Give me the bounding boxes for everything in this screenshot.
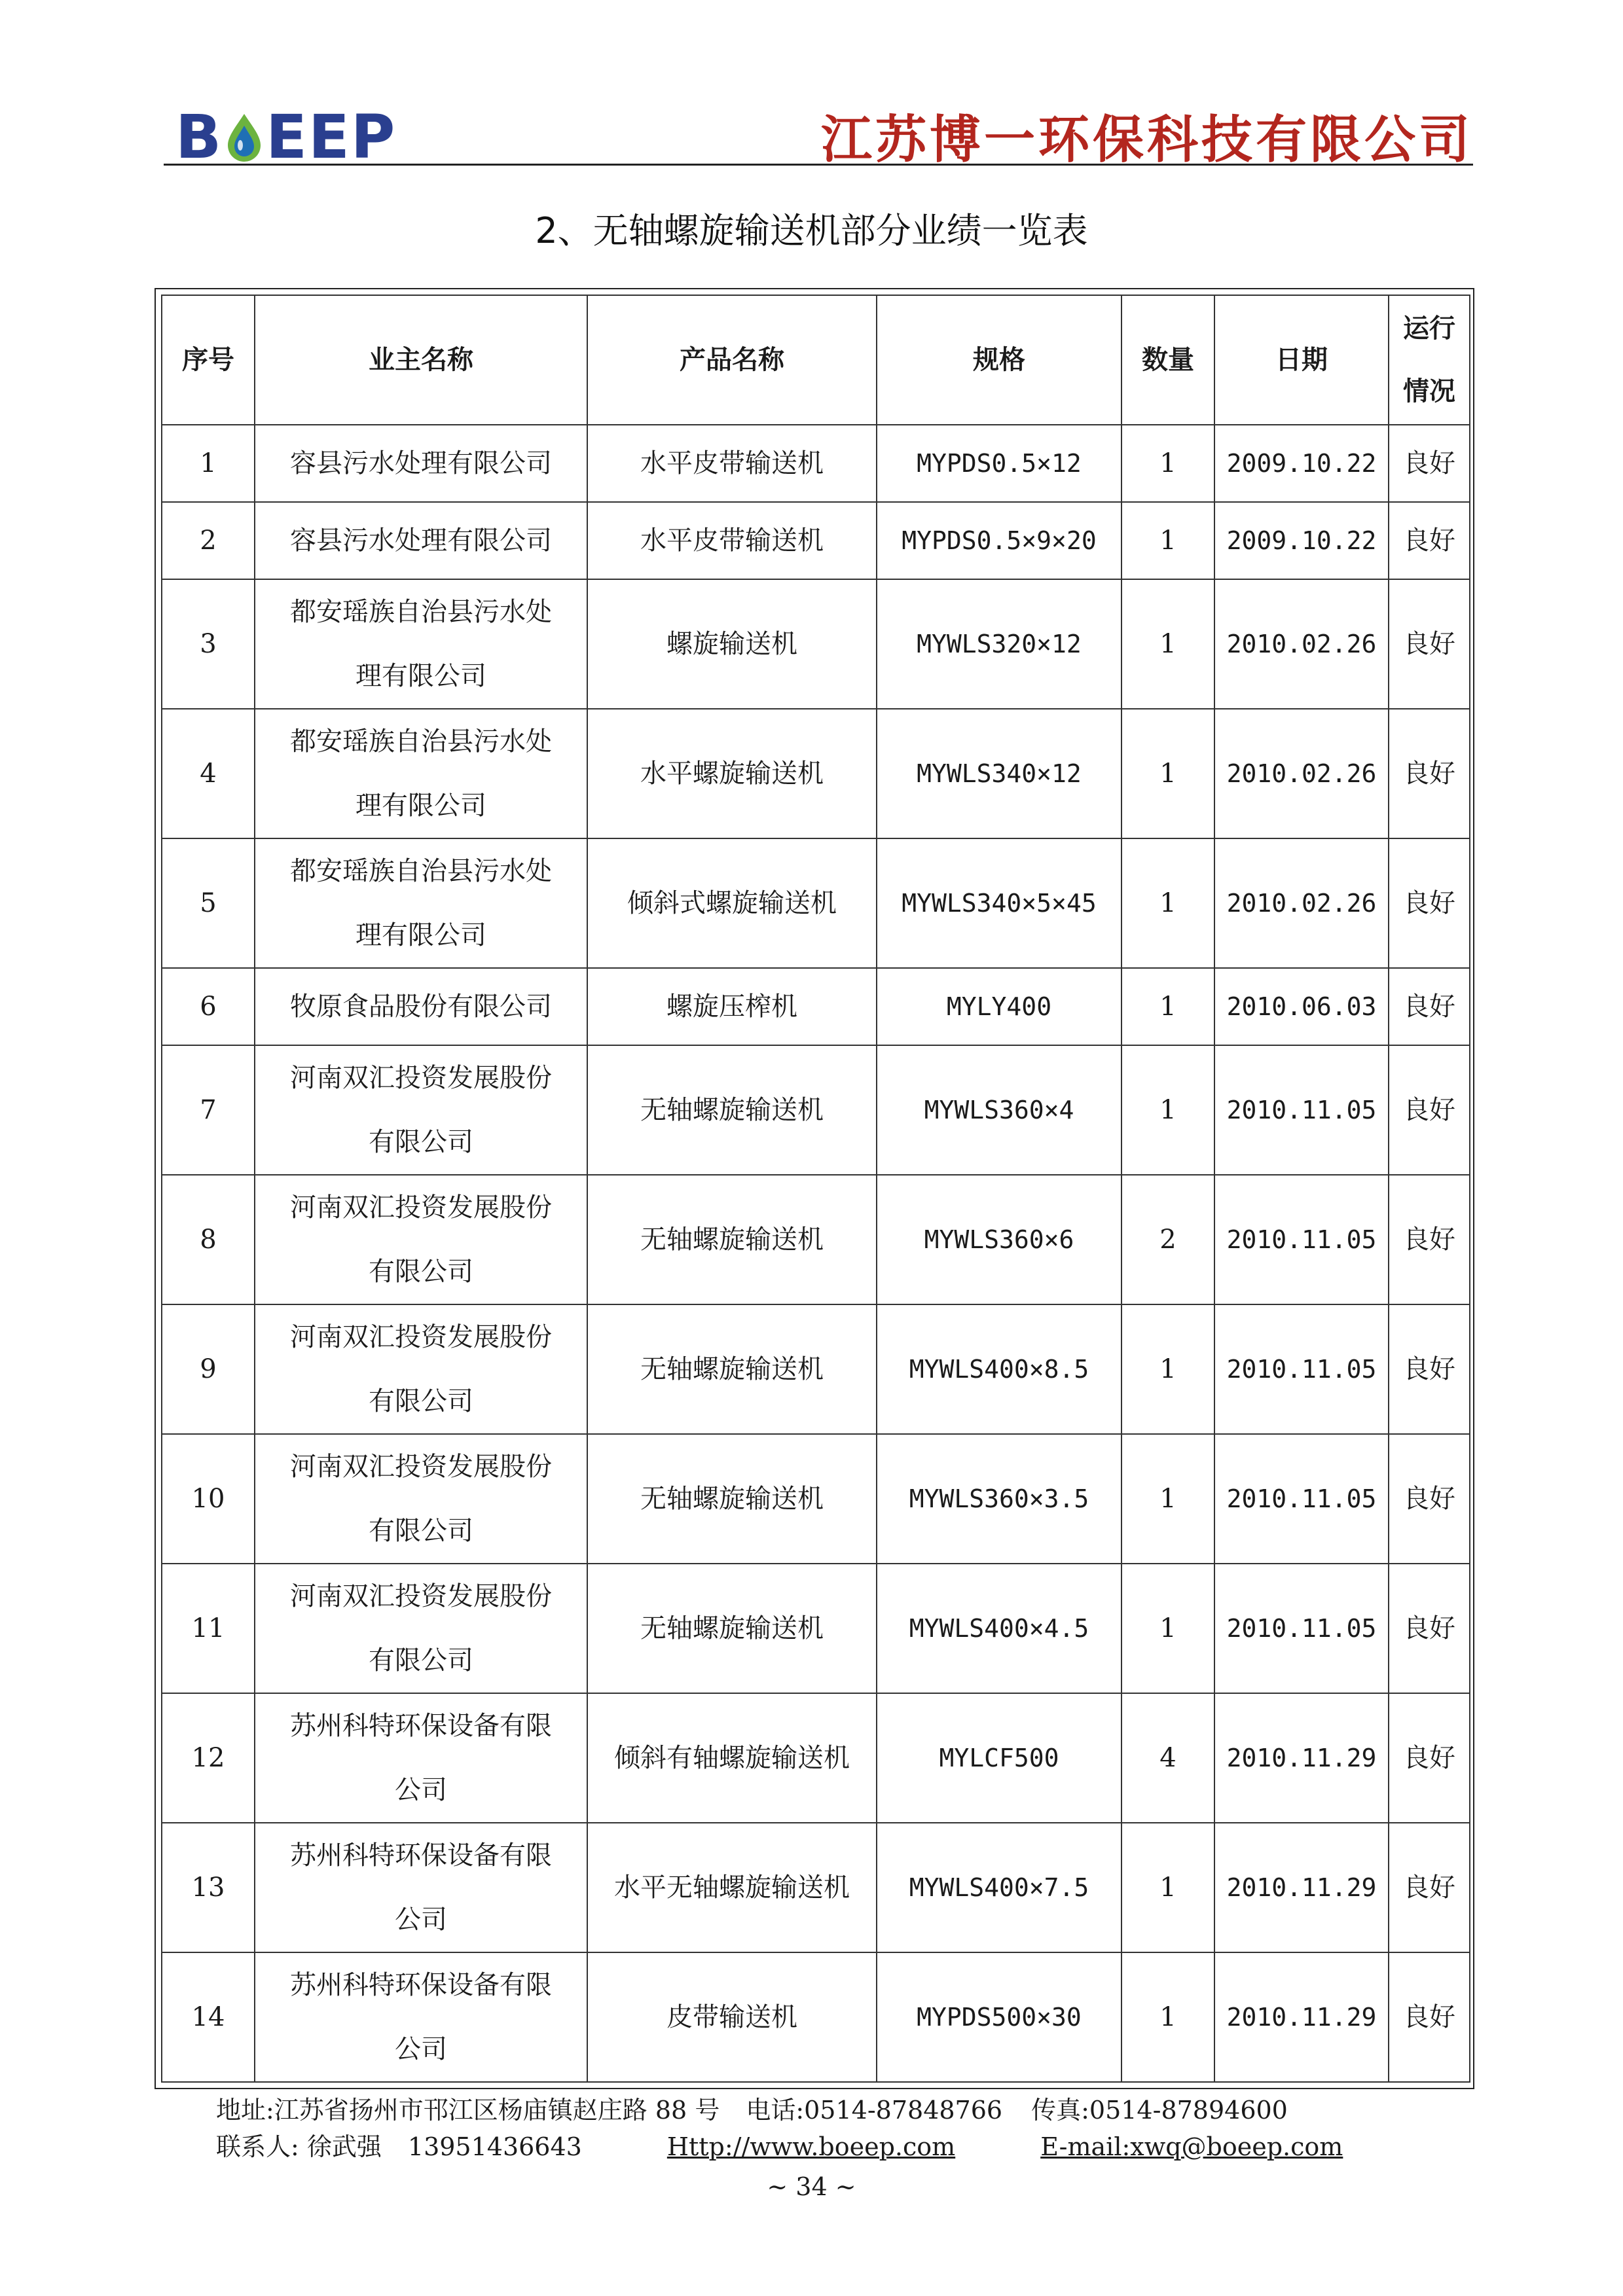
cell-product: 无轴螺旋输送机 [587,1564,877,1693]
cell-index: 12 [162,1693,255,1823]
column-header-qty: 数量 [1122,295,1214,425]
cell-spec: MYWLS320×12 [877,579,1122,709]
cell-owner [255,502,587,579]
cell-owner-line-2: 理有限公司 [356,791,486,821]
cell-index: 13 [162,1823,255,1952]
table-row [162,968,1470,1045]
cell-qty: 1 [1122,425,1214,502]
cell-qty: 1 [1122,709,1214,838]
cell-owner-line-2: 公司 [395,1775,447,1805]
cell-owner [255,1952,587,2082]
cell-date: 2009.10.22 [1214,425,1389,502]
cell-status: 良好 [1389,1693,1470,1823]
table-row [162,1045,1470,1175]
cell-owner-line-2: 公司 [395,2034,447,2064]
cell-index: 1 [162,425,255,502]
cell-owner [255,968,587,1045]
cell-index: 5 [162,838,255,968]
cell-product: 无轴螺旋输送机 [587,1045,877,1175]
cell-index: 10 [162,1434,255,1564]
cell-owner-line-2: 理有限公司 [356,920,486,950]
cell-spec: MYWLS340×12 [877,709,1122,838]
cell-owner-line-2: 有限公司 [369,1257,473,1287]
cell-index: 14 [162,1952,255,2082]
cell-spec: MYWLS340×5×45 [877,838,1122,968]
table-row [162,425,1470,502]
footer-email-link[interactable]: E-mail:xwq@boeep.com [1040,2132,1343,2161]
cell-owner-line-1: 苏州科特环保设备有限 [290,1711,552,1741]
cell-owner [255,1045,587,1175]
cell-date: 2010.11.05 [1214,1434,1389,1564]
cell-date: 2010.02.26 [1214,838,1389,968]
cell-owner-line-1: 牧原食品股份有限公司 [290,992,552,1022]
cell-spec: MYLY400 [877,968,1122,1045]
table-row [162,1434,1470,1564]
cell-spec: MYWLS400×4.5 [877,1564,1122,1693]
cell-owner [255,1693,587,1823]
cell-date: 2010.11.29 [1214,1693,1389,1823]
cell-owner-line-2: 有限公司 [369,1645,473,1676]
cell-spec: MYPDS0.5×9×20 [877,502,1122,579]
cell-date: 2010.11.05 [1214,1045,1389,1175]
cell-spec: MYLCF500 [877,1693,1122,1823]
cell-status: 良好 [1389,1175,1470,1304]
footer-phone: 电话:0514-87848766 [746,2096,1003,2125]
cell-date: 2009.10.22 [1214,502,1389,579]
performance-table [161,295,1470,2083]
cell-product: 皮带输送机 [587,1952,877,2082]
page-header [164,98,1473,170]
cell-owner-line-1: 都安瑶族自治县污水处 [290,856,552,886]
cell-index: 7 [162,1045,255,1175]
cell-owner-line-2: 有限公司 [369,1386,473,1416]
footer-line-1 [216,2092,1460,2128]
footer-fax: 传真:0514-87894600 [1031,2096,1288,2125]
cell-status: 良好 [1389,1952,1470,2082]
cell-spec: MYWLS360×6 [877,1175,1122,1304]
footer-line-2 [216,2128,1460,2165]
cell-product: 水平皮带输送机 [587,502,877,579]
table-row [162,579,1470,709]
cell-qty: 1 [1122,1823,1214,1952]
table-row [162,1693,1470,1823]
cell-date: 2010.11.05 [1214,1175,1389,1304]
table-row [162,1564,1470,1693]
cell-index: 8 [162,1175,255,1304]
cell-product: 水平无轴螺旋输送机 [587,1823,877,1952]
cell-status: 良好 [1389,502,1470,579]
page-footer [216,2092,1460,2165]
cell-owner-line-1: 河南双汇投资发展股份 [290,1322,552,1352]
cell-product: 无轴螺旋输送机 [587,1304,877,1434]
cell-qty: 2 [1122,1175,1214,1304]
cell-qty: 4 [1122,1693,1214,1823]
logo-text-eep: EEP [266,102,397,172]
cell-owner [255,425,587,502]
footer-website-link[interactable]: Http://www.boeep.com [666,2132,956,2161]
table-row [162,1175,1470,1304]
company-logo [175,102,397,172]
cell-status: 良好 [1389,1045,1470,1175]
cell-spec: MYWLS400×7.5 [877,1823,1122,1952]
cell-status: 良好 [1389,838,1470,968]
cell-index: 2 [162,502,255,579]
cell-product: 水平螺旋输送机 [587,709,877,838]
cell-owner [255,1434,587,1564]
cell-spec: MYPDS0.5×12 [877,425,1122,502]
column-header-owner: 业主名称 [255,295,587,425]
column-header-index: 序号 [162,295,255,425]
water-drop-icon [224,113,264,162]
cell-product: 倾斜有轴螺旋输送机 [587,1693,877,1823]
cell-owner-line-1: 苏州科特环保设备有限 [290,1840,552,1871]
cell-index: 4 [162,709,255,838]
table-row [162,1304,1470,1434]
cell-qty: 1 [1122,1564,1214,1693]
cell-owner-line-1: 河南双汇投资发展股份 [290,1063,552,1093]
cell-owner [255,1175,587,1304]
cell-qty: 1 [1122,838,1214,968]
cell-status: 良好 [1389,709,1470,838]
footer-mobile: 13951436643 [407,2132,582,2161]
cell-qty: 1 [1122,1045,1214,1175]
footer-contact: 联系人: 徐武强 [216,2132,382,2161]
cell-owner-line-2: 理有限公司 [356,661,486,691]
table-row [162,838,1470,968]
cell-index: 11 [162,1564,255,1693]
cell-status: 良好 [1389,968,1470,1045]
cell-owner-line-1: 苏州科特环保设备有限 [290,1970,552,2000]
performance-table-frame [155,288,1474,2089]
cell-date: 2010.02.26 [1214,709,1389,838]
cell-owner-line-2: 有限公司 [369,1127,473,1157]
cell-qty: 1 [1122,1434,1214,1564]
cell-date: 2010.11.05 [1214,1304,1389,1434]
cell-owner [255,838,587,968]
column-header-product: 产品名称 [587,295,877,425]
cell-status: 良好 [1389,1564,1470,1693]
cell-owner-line-2: 有限公司 [369,1516,473,1546]
column-header-date: 日期 [1214,295,1389,425]
company-name: 江苏博一环保科技有限公司 [820,111,1473,170]
cell-owner-line-1: 河南双汇投资发展股份 [290,1193,552,1223]
cell-date: 2010.11.29 [1214,1823,1389,1952]
footer-address: 地址:江苏省扬州市邗江区杨庙镇赵庄路 88 号 [216,2096,720,2125]
cell-owner-line-1: 都安瑶族自治县污水处 [290,726,552,757]
table-row [162,1823,1470,1952]
table-row [162,709,1470,838]
cell-spec: MYWLS400×8.5 [877,1304,1122,1434]
cell-qty: 1 [1122,968,1214,1045]
header-divider [164,164,1473,166]
cell-spec: MYWLS360×3.5 [877,1434,1122,1564]
cell-qty: 1 [1122,1952,1214,2082]
cell-owner [255,1564,587,1693]
cell-product: 水平皮带输送机 [587,425,877,502]
cell-spec: MYPDS500×30 [877,1952,1122,2082]
cell-owner-line-2: 公司 [395,1905,447,1935]
cell-date: 2010.06.03 [1214,968,1389,1045]
cell-qty: 1 [1122,1304,1214,1434]
cell-product: 无轴螺旋输送机 [587,1175,877,1304]
cell-date: 2010.02.26 [1214,579,1389,709]
cell-status: 良好 [1389,1823,1470,1952]
cell-qty: 1 [1122,579,1214,709]
cell-owner [255,709,587,838]
column-header-status-line-1: 运行 [1403,314,1455,344]
cell-product: 螺旋压榨机 [587,968,877,1045]
column-header-status-line-2: 情况 [1403,376,1455,406]
cell-qty: 1 [1122,502,1214,579]
cell-status: 良好 [1389,1304,1470,1434]
cell-index: 9 [162,1304,255,1434]
logo-text-b: B [175,102,223,172]
table-row [162,502,1470,579]
cell-index: 6 [162,968,255,1045]
column-header-spec: 规格 [877,295,1122,425]
cell-owner-line-1: 河南双汇投资发展股份 [290,1452,552,1482]
cell-product: 螺旋输送机 [587,579,877,709]
cell-owner-line-1: 容县污水处理有限公司 [290,526,552,556]
cell-product: 无轴螺旋输送机 [587,1434,877,1564]
column-header-status [1389,295,1470,425]
cell-status: 良好 [1389,579,1470,709]
cell-status: 良好 [1389,425,1470,502]
page-title: 2、无轴螺旋输送机部分业绩一览表 [535,210,1088,251]
cell-date: 2010.11.05 [1214,1564,1389,1693]
cell-status: 良好 [1389,1434,1470,1564]
cell-owner-line-1: 河南双汇投资发展股份 [290,1581,552,1611]
cell-index: 3 [162,579,255,709]
cell-spec: MYWLS360×4 [877,1045,1122,1175]
cell-owner [255,579,587,709]
cell-owner-line-1: 容县污水处理有限公司 [290,448,552,478]
cell-product: 倾斜式螺旋输送机 [587,838,877,968]
table-header-row [162,295,1470,425]
table-row [162,1952,1470,2082]
cell-owner [255,1823,587,1952]
cell-owner [255,1304,587,1434]
cell-date: 2010.11.29 [1214,1952,1389,2082]
page-number: ~ 34 ~ [767,2172,856,2201]
cell-owner-line-1: 都安瑶族自治县污水处 [290,597,552,627]
